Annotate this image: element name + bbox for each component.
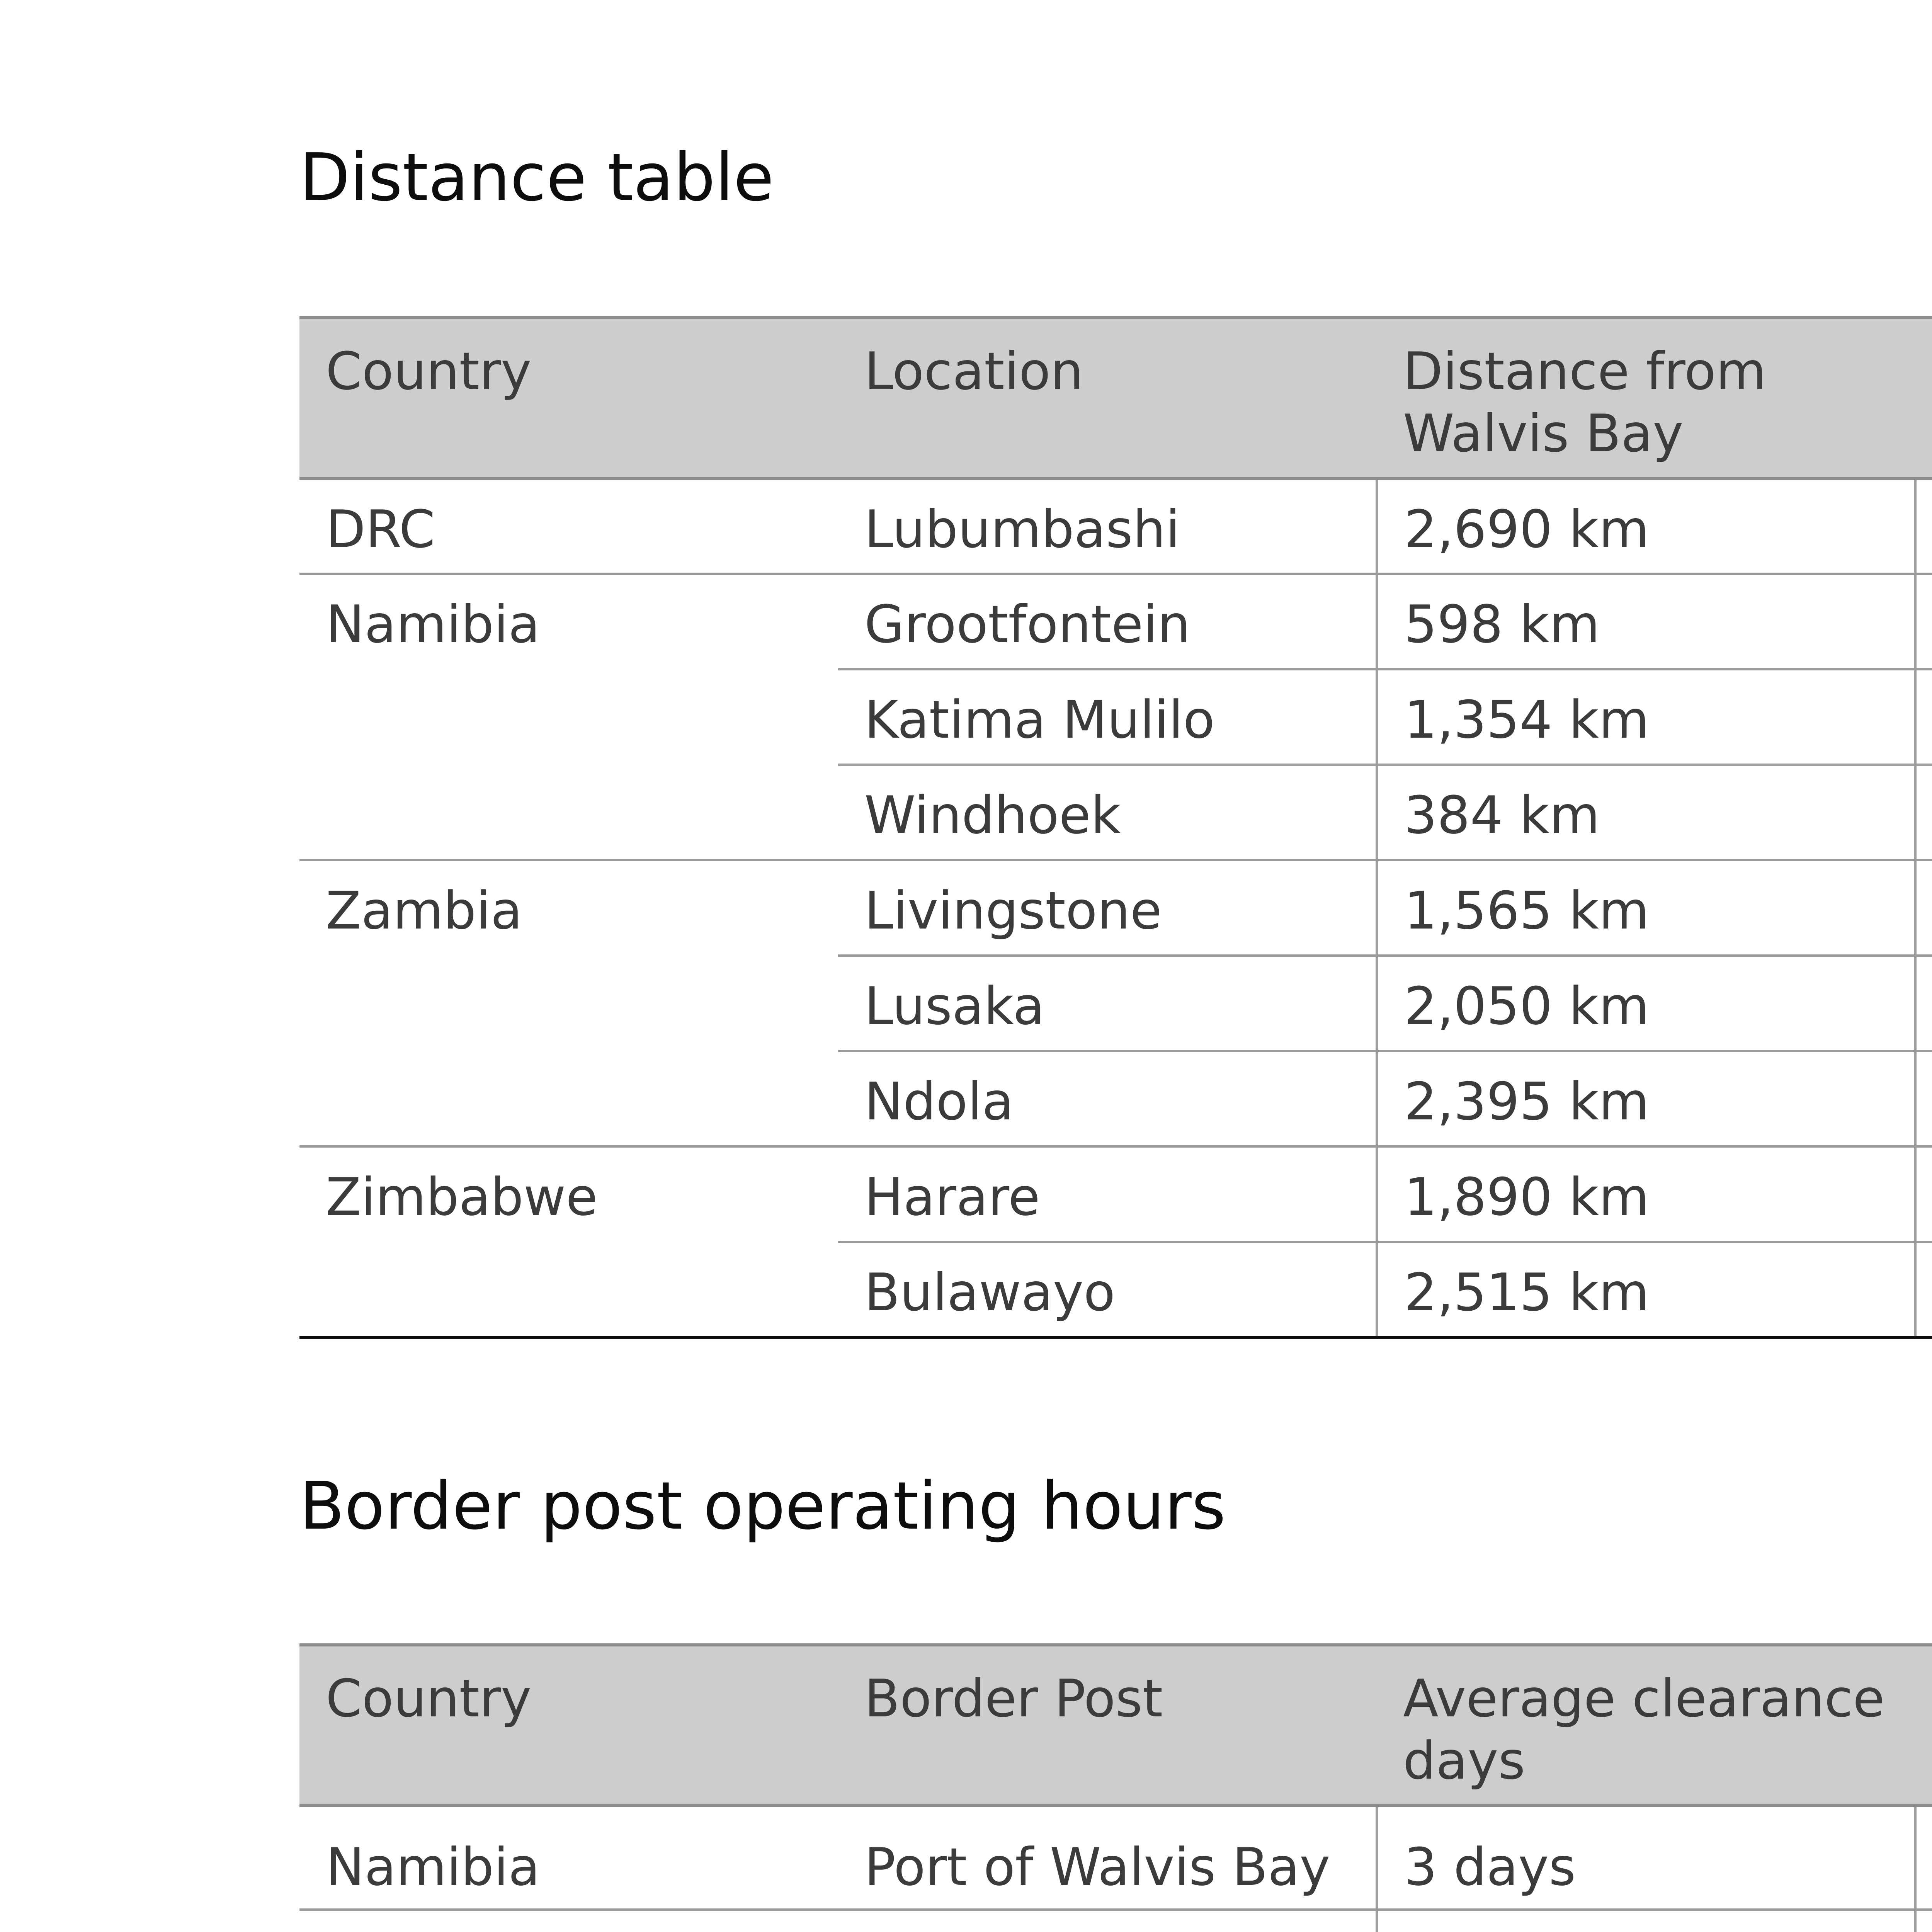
transit-cell [1915, 478, 1932, 574]
country-cell: Zambia [299, 860, 838, 956]
location-cell: Lubumbashi [864, 499, 1180, 560]
col-header-operating-hours [1915, 1645, 1932, 1806]
distance-cell: 384 km [1377, 765, 1915, 860]
table-row [299, 1242, 1932, 1337]
distance-cell: 2,395 km [1377, 1051, 1915, 1146]
location-cell: Lusaka [838, 956, 1377, 1051]
table-row [299, 956, 1932, 1051]
clearance-line [1404, 1929, 1888, 1932]
col-header-country: Country [299, 1645, 838, 1806]
location-cell: Livingstone [838, 860, 1377, 956]
border-post-cell: Port of Walvis Bay [864, 1837, 1330, 1897]
col-header-clearance: Average clearance days [1377, 1645, 1915, 1806]
distance-table [299, 316, 1932, 1339]
transit-cell [1915, 1242, 1932, 1337]
distance-table-header-row [299, 318, 1932, 478]
table-row [299, 1910, 1932, 1932]
table-row [299, 1806, 1932, 1910]
border-hours-table [299, 1643, 1932, 1932]
location-cell: Bulawayo [838, 1242, 1377, 1337]
distance-cell: 1,565 km [1377, 860, 1915, 956]
country-cell [299, 669, 838, 765]
col-header-transit-time [1915, 318, 1932, 478]
clearance-cell [1377, 1910, 1915, 1932]
location-cell: Harare [838, 1146, 1377, 1242]
col-header-location: Location [838, 318, 1377, 478]
country-cell: Namibia [299, 574, 838, 669]
table-row [299, 1051, 1932, 1146]
transit-cell [1915, 860, 1932, 956]
transit-cell [1915, 574, 1932, 669]
location-cell: Grootfontein [838, 574, 1377, 669]
table-row [299, 478, 1932, 574]
border-table-header-row [299, 1645, 1932, 1806]
distance-cell: 1,354 km [1377, 669, 1915, 765]
country-cell [299, 1242, 838, 1337]
border-hours-title: Border post operating hours [299, 1468, 1226, 1544]
table-row [299, 1146, 1932, 1242]
distance-cell: 2,690 km [1377, 478, 1915, 574]
location-cell: Windhoek [838, 765, 1377, 860]
operating-hours-cell [1915, 1806, 1932, 1910]
clearance-line: 3 days [1404, 1837, 1576, 1897]
table-row [299, 669, 1932, 765]
distance-cell: 2,050 km [1377, 956, 1915, 1051]
country-cell: DRC [326, 499, 435, 560]
table-row [299, 860, 1932, 956]
distance-cell: 1,890 km [1377, 1146, 1915, 1242]
col-header-country: Country [299, 318, 838, 478]
location-cell: Katima Mulilo [838, 669, 1377, 765]
transit-cell [1915, 669, 1932, 765]
distance-table-title: Distance table [299, 139, 774, 216]
country-cell [299, 956, 838, 1051]
distance-cell: 598 km [1377, 574, 1915, 669]
table-row [299, 765, 1932, 860]
country-cell [299, 1051, 838, 1146]
country-cell: Namibia [326, 1837, 540, 1897]
col-header-distance: Distance from Walvis Bay [1377, 318, 1915, 478]
clearance-cell [1377, 1806, 1915, 1910]
border-post-cell [838, 1910, 1377, 1932]
distance-cell: 2,515 km [1377, 1242, 1915, 1337]
country-cell: Zimbabwe [299, 1146, 838, 1242]
location-cell: Ndola [838, 1051, 1377, 1146]
operating-hours-cell [1915, 1910, 1932, 1932]
table-row [299, 574, 1932, 669]
transit-cell [1915, 956, 1932, 1051]
transit-cell [1915, 1051, 1932, 1146]
transit-cell [1915, 1146, 1932, 1242]
country-cell [299, 1910, 838, 1932]
transit-cell [1915, 765, 1932, 860]
country-cell [299, 765, 838, 860]
col-header-border-post: Border Post [838, 1645, 1377, 1806]
